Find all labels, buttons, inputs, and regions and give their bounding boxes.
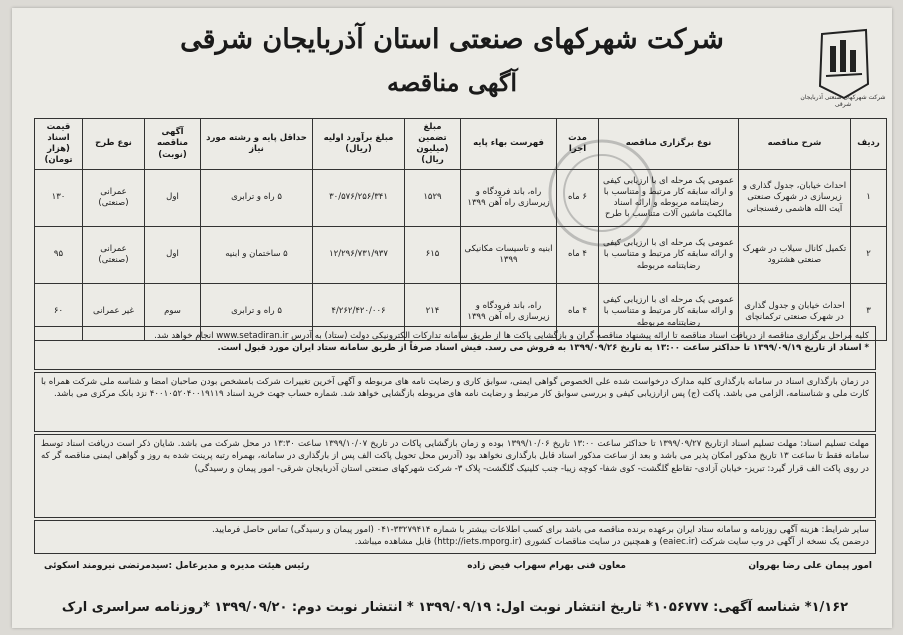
- document-price: ۱۳۰: [35, 170, 83, 227]
- notes-box-deadline: [34, 434, 876, 518]
- initial-estimate: ۳۰/۵۷۶/۲۵۶/۳۴۱: [313, 170, 405, 227]
- duration: ۴ ماه: [557, 284, 599, 341]
- guarantee-amount: ۶۱۵: [405, 227, 461, 284]
- notes-box-upload: [34, 372, 876, 432]
- note-upload-requirements: در زمان بارگذاری اسناد در سامانه بارگذاری کلیه مدارک درخواست شده علی الخصوص گواهی ایمنی، سوابق کاری و رضایت نامه های مربوطه و آگهی آخرین تغییرات شرکت بامشخص بودن صاحبان امضا و شناسه ملی شرکت همراه با کارت ملی و شناسنامه، الزامی می باشد. پاکت (ج) پس ازارزیابی کیفی و بررسی سوابق کار مرتبط و رضایت نامه های مربوطه بازگشایی خواهد شد. شماره حساب جهت خرید اسناد ۴۰۰۱۰۵۲۰۴۰۰۱۹۱۱۹ نزد بانک مرکزی می باشد.: [41, 377, 869, 400]
- col-header: حداقل پایه و رشته مورد نیاز: [201, 119, 313, 170]
- required-grade: [201, 227, 313, 284]
- col-header: مبلغ برآورد اولیه (ریال): [313, 119, 405, 170]
- note-setad: کلیه مراحل برگزاری مناقصه از دریافت اسناد مناقصه تا ارائه پیشنهاد مناقصه گران و بازگشایی پاکت ها از طریق سامانه تدارکات الکترونیکی دولت (ستاد) به آدرس www.setadiran.ir انجام خواهد شد.: [154, 331, 869, 341]
- note-sale-dates: * اسناد از تاریخ ۱۳۹۹/۰۹/۱۹ تا حداکثر ساعت ۱۳:۰۰ به تاریخ ۱۳۹۹/۰۹/۲۶ به فروش می رسد. فیش اسناد صرفاً از طریق سامانه ستاد ایران مورد قبول است.: [217, 343, 869, 354]
- initial-estimate: ۱۲/۲۹۶/۷۳۱/۹۳۷: [313, 227, 405, 284]
- duration: ۴ ماه: [557, 227, 599, 284]
- tender-type: عمومی یک مرحله ای با ارزیابی کیفی و ارائه سابقه کار مرتبط و متناسب با رضایتنامه مربوطه و ارائه اسناد مالکیت ماشین آلات متناسب با طرح: [599, 170, 739, 227]
- col-header: فهرست بهاء پایه: [461, 119, 557, 170]
- grade-number: ۵: [283, 249, 288, 260]
- page-title: شرکت شهرکهای صنعتی استان آذربایجان شرقی: [180, 24, 724, 55]
- tender-description: احداث خیابان، جدول گذاری و زیرسازی در شهرک صنعتی آیت الله هاشمی رفسنجانی: [739, 170, 851, 227]
- grade-field: راه و ترابری: [231, 192, 275, 203]
- row-number: ۳: [851, 284, 887, 341]
- col-header: نوع برگزاری مناقصه: [599, 119, 739, 170]
- notice-round: اول: [145, 170, 201, 227]
- notes-box-online: [34, 326, 876, 370]
- grade-number: ۵: [277, 306, 282, 317]
- tender-table: [34, 118, 887, 341]
- duration: ۶ ماه: [557, 170, 599, 227]
- table-header-row: [35, 119, 887, 170]
- price-list: ابنیه و تاسیسات مکانیکی ۱۳۹۹: [461, 227, 557, 284]
- col-header: نوع طرح: [83, 119, 145, 170]
- col-header: شرح مناقصه: [739, 119, 851, 170]
- signature-deputy: معاون فنی بهرام سهراب فیض زاده: [467, 561, 626, 571]
- plan-type: عمرانی (صنعتی): [83, 227, 145, 284]
- notice-paper: [12, 8, 892, 628]
- col-header: قیمت اسناد (هزار تومان): [35, 119, 83, 170]
- row-number: ۲: [851, 227, 887, 284]
- footer-publication-info: ۱/۱۶۲* شناسه آگهی: ۱۰۵۶۷۷۷* تاریخ انتشار نوبت اول: ۱۳۹۹/۰۹/۱۹ * انتشار نوبت دوم: ۱۳۹۹/۰۹/۲۰ *روزنامه سراسری ارک: [61, 600, 849, 615]
- col-header: مبلغ تضمین (میلیون ریال): [405, 119, 461, 170]
- guarantee-amount: ۲۱۴: [405, 284, 461, 341]
- signatures: [34, 558, 876, 578]
- notes-box-other: [34, 520, 876, 554]
- tender-type: عمومی یک مرحله ای با ارزیابی کیفی و ارائه سابقه کار مرتبط و متناسب با رضایتنامه مربوطه: [599, 227, 739, 284]
- price-list: راه، باند فرودگاه و زیرسازی راه آهن ۱۳۹۹: [461, 284, 557, 341]
- price-list: راه، باند فرودگاه و زیرسازی راه آهن ۱۳۹۹: [461, 170, 557, 227]
- grade-number: ۵: [277, 192, 282, 203]
- note-website: درضمن یک نسخه از آگهی در وب سایت شرکت (eaiec.ir) و همچنین در سایت مناقصات کشوری (http://iets.mporg.ir) قابل مشاهده میباشد.: [354, 537, 869, 548]
- document-price: ۹۵: [35, 227, 83, 284]
- page-subtitle: آگهی مناقصه: [386, 68, 518, 97]
- note-deadline: مهلت تسلیم اسناد: مهلت تسلیم اسناد ازتاریخ ۱۳۹۹/۰۹/۲۷ تا حداکثر ساعت ۱۳:۰۰ تاریخ ۱۳۹۹/۱۰/۰۶ بوده و زمان بازگشایی پاکات در تاریخ ۱۳۹۹/۱۰/۰۷ ساعت ۱۳:۳۰ در محل شرکت می باشد. شایان ذکر است دریافت اسناد توسط سامانه فقط تا ساعت ۱۳ تاریخ مذکور امکان پذیر می باشد و بعد از ساعت مذکور اسناد قابل بارگذاری نخواهد بود (آدرس محل تحویل پاکت الف پس از بارگذاری در سامانه، بهمراه رتبه پرینت شده به روز و گواهی ایمنی مناقصه گر که در روی پاکت الف قرار گیرد: تبریز- خیابان آزادی- تقاطع گلگشت- کوی شفا- کوچه زیبا- جنب کلینیک گلگشت- پلاک ۳- شرکت شهرکهای صنعتی استان آذربایجان شرقی- امور پیمان و رسیدگی): [41, 439, 869, 474]
- col-header: ردیف: [851, 119, 887, 170]
- plan-type: عمرانی (صنعتی): [83, 170, 145, 227]
- signature-ceo: رئیس هیئت مدیره و مدیرعامل :سیدمرتضی نیرومند اسکوئی: [44, 561, 310, 571]
- grade-field: راه و ترابری: [231, 306, 275, 317]
- initial-estimate: ۴/۲۶۲/۴۲۰/۰۰۶: [313, 284, 405, 341]
- note-other-conditions: سایر شرایط: هزینه آگهی روزنامه و سامانه ستاد ایران برعهده برنده مناقصه می باشد برای کسب اطلاعات بیشتر با شماره ۳۳۲۷۹۴۱۴-۰۴۱ (امور پیمان و رسیدگی) تماس حاصل فرمایید.: [211, 525, 869, 535]
- table-row: [35, 227, 887, 284]
- required-grade: [201, 170, 313, 227]
- col-header: مدت اجرا: [557, 119, 599, 170]
- plan-type: غیر عمرانی: [83, 284, 145, 341]
- guarantee-amount: ۱۵۲۹: [405, 170, 461, 227]
- logo-caption: شرکت شهرکهای صنعتی آذربایجان شرقی: [800, 94, 886, 108]
- tender-type: عمومی یک مرحله ای با ارزیابی کیفی و ارائه سابقه کار مرتبط و متناسب با رضایتنامه مربوطه: [599, 284, 739, 341]
- signature-contracts: امور پیمان علی رضا بهروان: [748, 561, 872, 571]
- header: [12, 8, 892, 116]
- grade-field: ساختمان و ابنیه: [225, 249, 281, 260]
- table-row: [35, 170, 887, 227]
- tender-description: احداث خیابان و جدول گذاری در شهرک صنعتی ترکمانچای: [739, 284, 851, 341]
- notice-round: اول: [145, 227, 201, 284]
- tender-description: تکمیل کانال سیلاب در شهرک صنعتی هشترود: [739, 227, 851, 284]
- document-price: ۶۰: [35, 284, 83, 341]
- notice-round: سوم: [145, 284, 201, 341]
- col-header: آگهی مناقصه (نوبت): [145, 119, 201, 170]
- row-number: ۱: [851, 170, 887, 227]
